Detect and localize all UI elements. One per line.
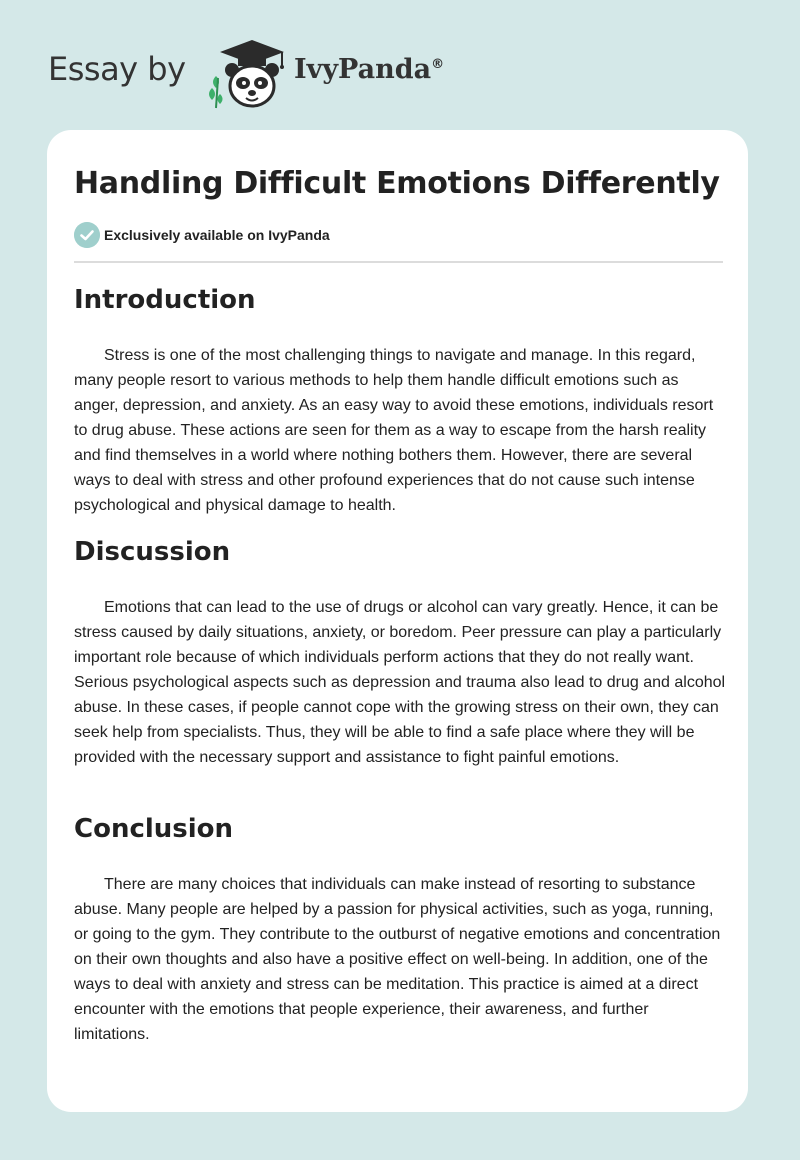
site-header — [48, 36, 608, 112]
brand-name[interactable]: IvyPanda® — [294, 54, 445, 85]
section-paragraph-discussion: Emotions that can lead to the use of drugs or alcohol can vary greatly. Hence, it can be stress caused by daily situations, anxiety, or boredom. Peer pressure can play a particularly important role because of which individuals perform actions that they do not really want. Serious psychological aspects such as depression and trauma also lead to drug and alcohol abuse. In these cases, if people cannot cope with the growing stress on their own, they can seek help from specialists. Thus, they will be able to find a safe place where they will be provided with the necessary support and assistance to fight painful emotions. — [74, 599, 726, 766]
section-heading-conclusion: Conclusion — [74, 814, 234, 844]
panda-logo-icon[interactable] — [202, 36, 288, 112]
divider — [74, 261, 723, 263]
badge-label: Exclusively available on IvyPanda — [104, 227, 330, 243]
essay-by-label: Essay by — [48, 50, 186, 88]
section-heading-discussion: Discussion — [74, 537, 231, 567]
section-paragraph-conclusion: There are many choices that individuals can make instead of resorting to substance abuse. Many people are helped by a passion for physical activities, such as yoga, running, or going to the gym. They contribute to the outburst of negative emotions and concentration on their own thoughts and also have a positive effect on well-being. In addition, one of the ways to deal with anxiety and stress can be meditation. This practice is aimed at a direct encounter with the emotions that people experience, their awareness, and further limitations. — [74, 876, 721, 1043]
section-heading-introduction: Introduction — [74, 285, 256, 315]
section-paragraph-introduction: Stress is one of the most challenging things to navigate and manage. In this regard, many people resort to various methods to help them handle difficult emotions such as anger, depression, and anxiety. As an easy way to avoid these emotions, individuals resort to drug abuse. These actions are seen for them as a way to escape from the harsh reality and find themselves in a world where nothing bothers them. However, there are several ways to deal with stress and other profound experiences that do not cause such intense psychological and physical damage to health. — [74, 347, 714, 514]
registered-mark: ® — [431, 57, 445, 72]
page-title: Handling Difficult Emotions Differently — [74, 166, 720, 201]
article-card — [47, 130, 748, 1112]
check-circle-icon — [74, 222, 100, 248]
